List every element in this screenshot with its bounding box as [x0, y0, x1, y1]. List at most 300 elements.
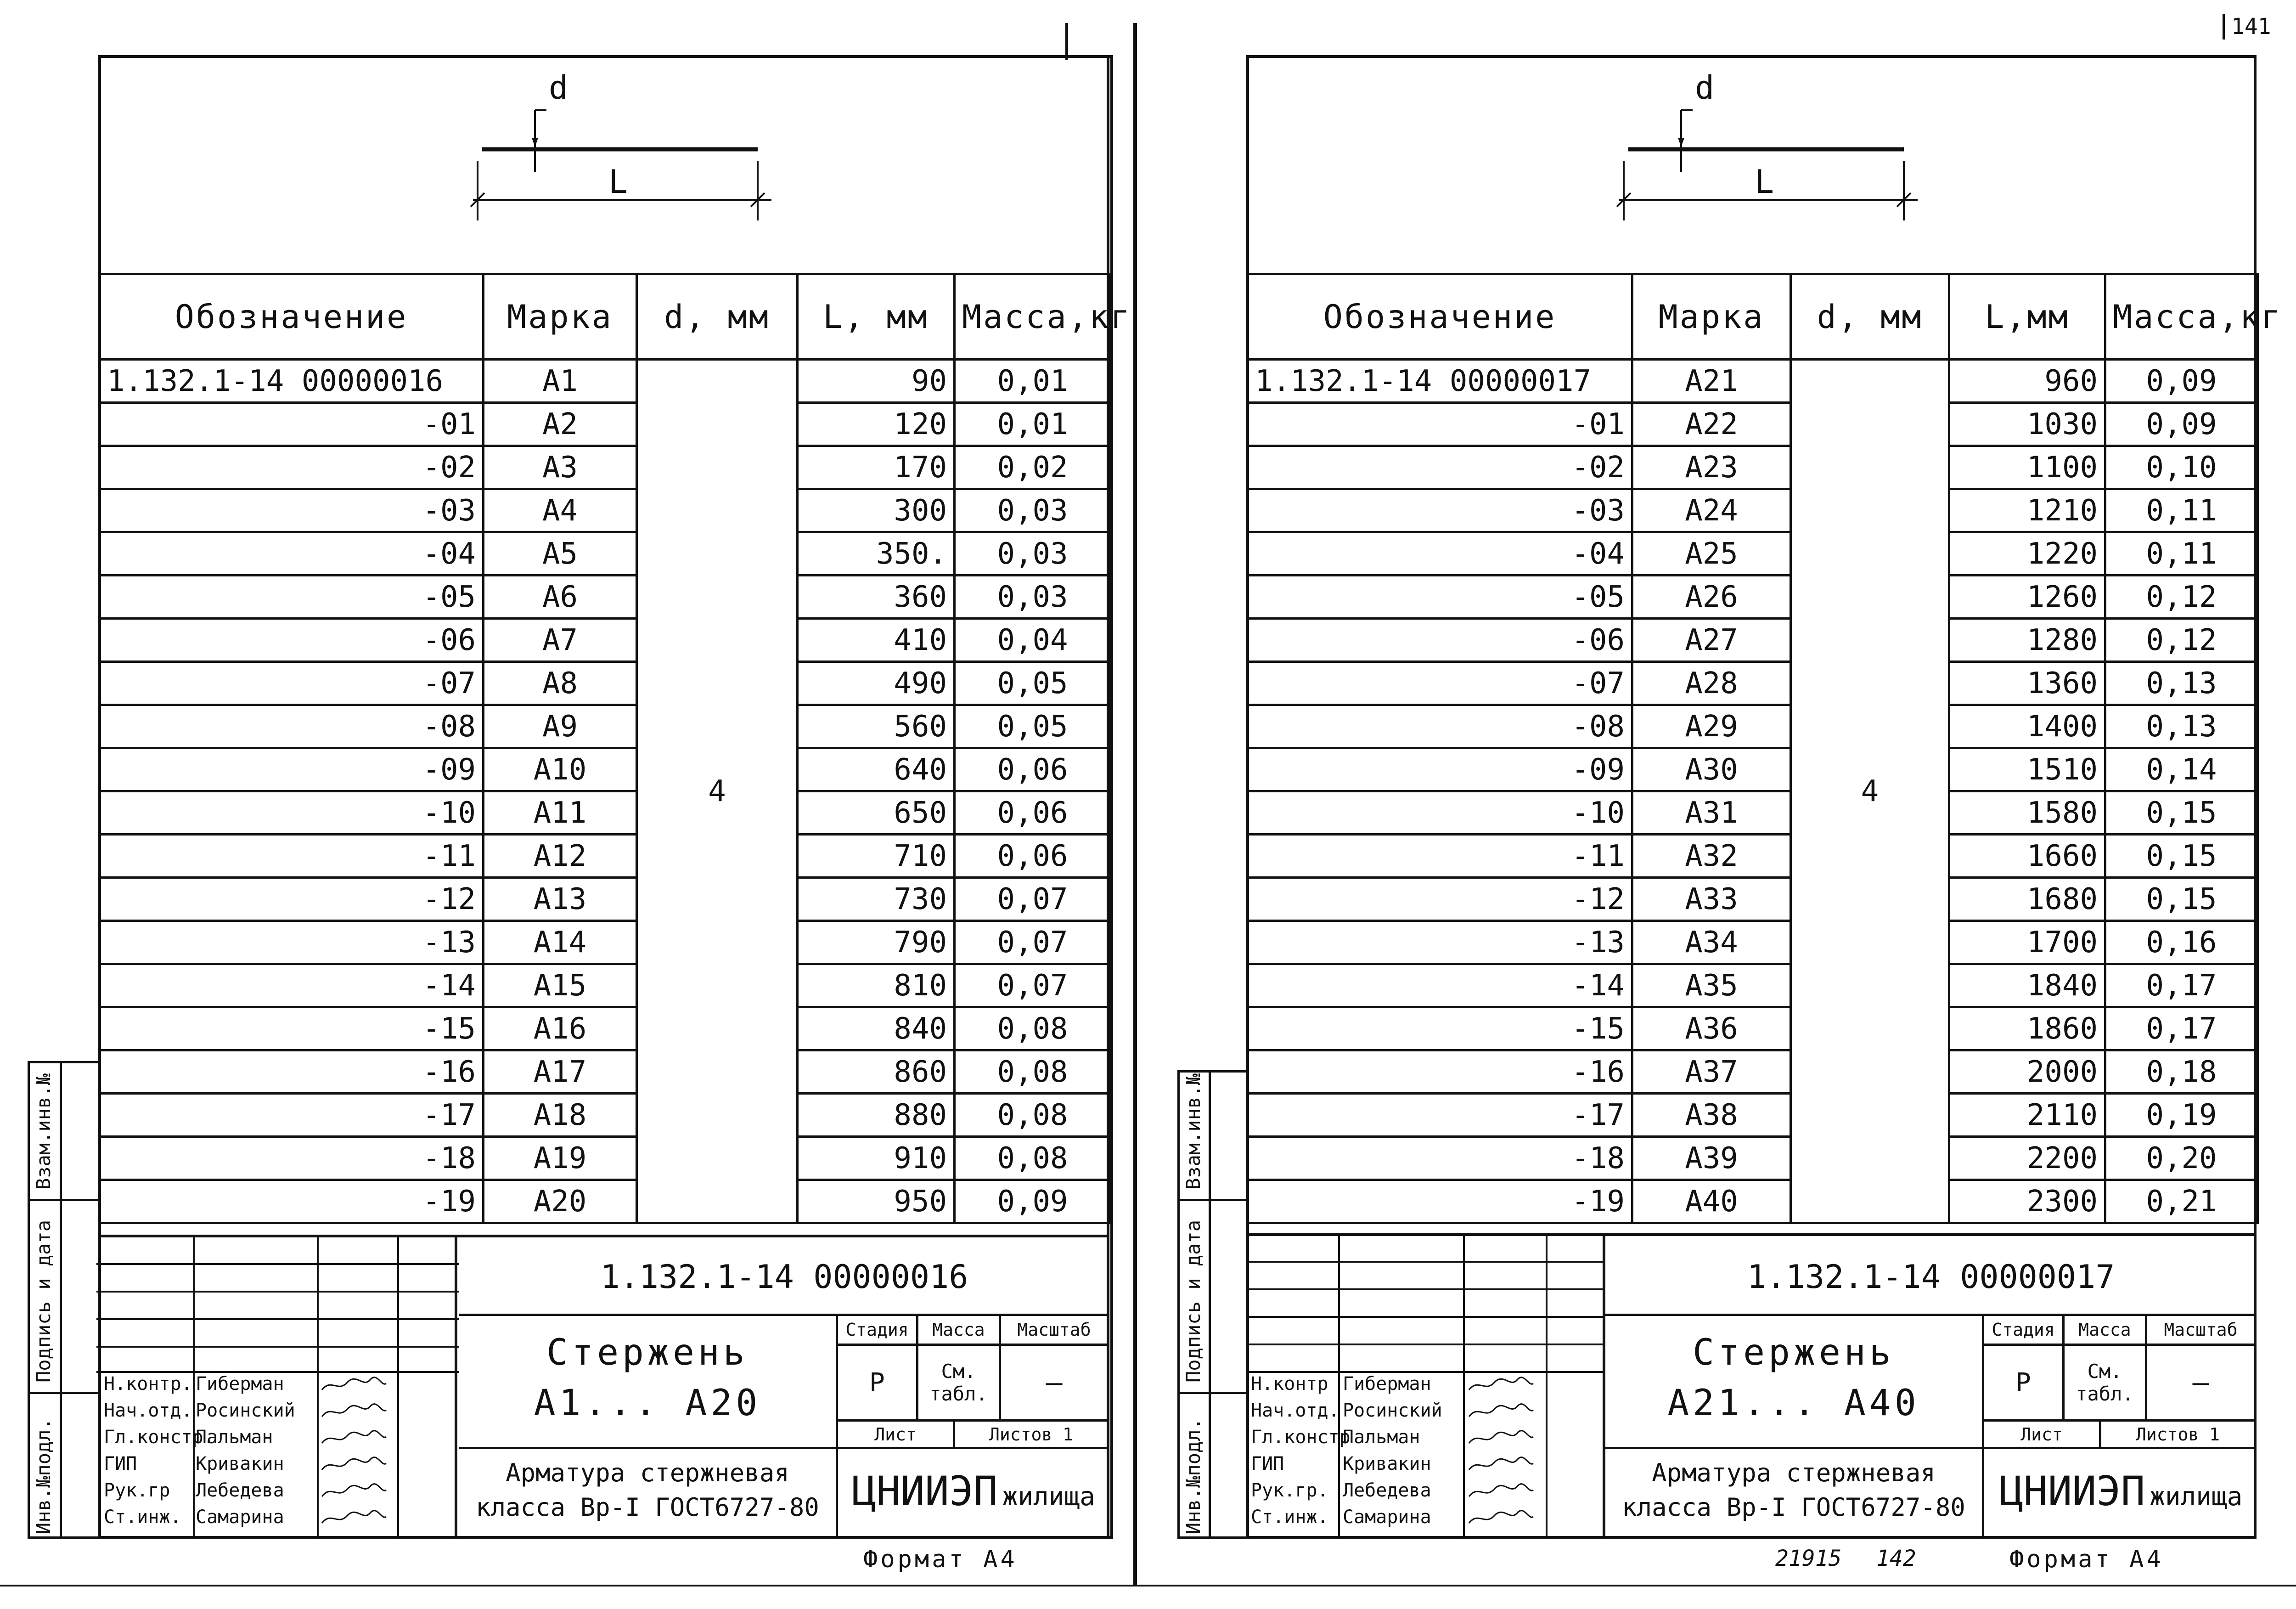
page-number: 141: [2223, 14, 2271, 40]
signer-name: Самарина: [1343, 1507, 1431, 1528]
cell-mass: 0,08: [955, 1137, 1111, 1180]
table-row: [100, 403, 1111, 446]
cell-oboznachenie: -06: [100, 619, 484, 662]
cell-length: 1280: [1949, 619, 2105, 662]
cell-length: 1660: [1949, 835, 2105, 878]
table-row: [100, 1050, 1111, 1094]
cell-marka: А6: [484, 576, 637, 619]
cell-marka: А16: [484, 1007, 637, 1050]
cell-mass: 0,01: [955, 403, 1111, 446]
cell-oboznachenie: -16: [100, 1050, 484, 1094]
cell-marka: А14: [484, 921, 637, 964]
cell-length: 1700: [1949, 921, 2105, 964]
cell-marka: А8: [484, 662, 637, 705]
signature-scribble: [320, 1481, 388, 1502]
desc-line2: класса Вр-I ГОСТ6727-80: [476, 1493, 819, 1522]
signer-name: Лебедева: [196, 1480, 284, 1501]
masshtab-value: —: [999, 1344, 1109, 1422]
cell-oboznachenie: -05: [100, 576, 484, 619]
sidebar-inv-podl: Инв.№подл.: [1182, 1418, 1204, 1534]
signer-name: Пальман: [1343, 1427, 1420, 1448]
cell-mass: 0,16: [2105, 921, 2258, 964]
signer-name: Росинский: [196, 1400, 295, 1421]
cell-oboznachenie: -18: [1248, 1137, 1632, 1180]
table-row: [100, 835, 1111, 878]
table-row: [1248, 360, 2258, 403]
table-row: [1248, 1137, 2258, 1180]
cell-oboznachenie: -01: [100, 403, 484, 446]
cell-oboznachenie: -11: [1248, 835, 1632, 878]
cell-length: 560: [798, 705, 955, 748]
cell-mass: 0,11: [2105, 489, 2258, 532]
cell-oboznachenie: -12: [100, 878, 484, 921]
cell-mass: 0,15: [2105, 791, 2258, 835]
signer-role: Н.контр: [1251, 1373, 1328, 1394]
cell-mass: 0,18: [2105, 1050, 2258, 1094]
table-row: [100, 446, 1111, 489]
header-oboznachenie: Обозначение: [100, 274, 484, 360]
table-row: [100, 489, 1111, 532]
signer-name: Кривакин: [1343, 1453, 1431, 1474]
spec-table: [98, 273, 1132, 1224]
table-row: [1248, 791, 2258, 835]
header-d: d, мм: [1791, 274, 1949, 360]
signer-row: [104, 1373, 388, 1395]
cell-oboznachenie: -09: [100, 748, 484, 791]
table-row: [1248, 619, 2258, 662]
cell-oboznachenie: -18: [100, 1137, 484, 1180]
format-label: Формат А4: [863, 1546, 1018, 1573]
table-row: [100, 576, 1111, 619]
cell-oboznachenie: -17: [1248, 1094, 1632, 1137]
cell-length: 650: [798, 791, 955, 835]
table-row: [1248, 576, 2258, 619]
cell-marka: А3: [484, 446, 637, 489]
cell-marka: А11: [484, 791, 637, 835]
cell-length: 1360: [1949, 662, 2105, 705]
table-row: [100, 662, 1111, 705]
cell-marka: А2: [484, 403, 637, 446]
cell-oboznachenie: -10: [1248, 791, 1632, 835]
title-line2: А21... А40: [1667, 1383, 1920, 1424]
cell-marka: А21: [1632, 360, 1791, 403]
cell-marka: А26: [1632, 576, 1791, 619]
cell-mass: 0,06: [955, 748, 1111, 791]
massa-label: Масса: [2062, 1314, 2147, 1346]
cell-mass: 0,06: [955, 791, 1111, 835]
table-row: [1248, 1007, 2258, 1050]
cell-oboznachenie: -19: [1248, 1180, 1632, 1223]
cell-marka: А18: [484, 1094, 637, 1137]
cell-mass: 0,13: [2105, 662, 2258, 705]
cell-mass: 0,19: [2105, 1094, 2258, 1137]
massa-value-line2: табл.: [929, 1383, 988, 1405]
signer-row: [1251, 1480, 1536, 1502]
cell-length: 840: [798, 1007, 955, 1050]
cell-mass: 0,07: [955, 964, 1111, 1007]
desc-line1: Арматура стержневая: [506, 1458, 789, 1487]
signature-scribble: [1467, 1401, 1536, 1422]
cell-marka: А36: [1632, 1007, 1791, 1050]
signer-role: Рук.гр: [104, 1480, 170, 1501]
cell-oboznachenie: -11: [100, 835, 484, 878]
cell-length: 1030: [1949, 403, 2105, 446]
cell-length: 120: [798, 403, 955, 446]
table-row: [1248, 705, 2258, 748]
cell-marka: А24: [1632, 489, 1791, 532]
cell-marka: А38: [1632, 1094, 1791, 1137]
cell-mass: 0,12: [2105, 619, 2258, 662]
cell-mass: 0,01: [955, 360, 1111, 403]
cell-length: 640: [798, 748, 955, 791]
cell-length: 2110: [1949, 1094, 2105, 1137]
cell-length: 1860: [1949, 1007, 2105, 1050]
cell-marka: А25: [1632, 532, 1791, 576]
cell-length: 1210: [1949, 489, 2105, 532]
cell-marka: А32: [1632, 835, 1791, 878]
cell-mass: 0,13: [2105, 705, 2258, 748]
cell-mass: 0,08: [955, 1050, 1111, 1094]
cell-length: 90: [798, 360, 955, 403]
signer-name: Лебедева: [1343, 1480, 1431, 1501]
cell-oboznachenie: -09: [1248, 748, 1632, 791]
stadiya-value: Р: [836, 1344, 918, 1422]
cell-oboznachenie: 1.132.1-14 00000017: [1248, 360, 1632, 403]
table-row: [100, 964, 1111, 1007]
table-row: [100, 921, 1111, 964]
cell-marka: А7: [484, 619, 637, 662]
cell-oboznachenie: -01: [1248, 403, 1632, 446]
cell-length: 860: [798, 1050, 955, 1094]
cell-oboznachenie: -13: [1248, 921, 1632, 964]
org-sub: жилища: [2150, 1482, 2243, 1512]
footer-number-right: 142: [1876, 1546, 1916, 1571]
header-oboznachenie: Обозначение: [1248, 274, 1632, 360]
table-row: [1248, 662, 2258, 705]
header-length: L, мм: [798, 274, 955, 360]
list-label: Лист: [836, 1419, 955, 1449]
cell-marka: А34: [1632, 921, 1791, 964]
diagram-d-label: d: [1695, 69, 1715, 107]
cell-oboznachenie: -19: [100, 1180, 484, 1223]
cell-marka: А39: [1632, 1137, 1791, 1180]
cell-length: 1100: [1949, 446, 2105, 489]
sidebar-podpis-data: Подпись и дата: [1182, 1219, 1204, 1383]
cell-mass: 0,12: [2105, 576, 2258, 619]
table-header-row: [100, 274, 1111, 360]
cell-length: 300: [798, 489, 955, 532]
cell-oboznachenie: -07: [100, 662, 484, 705]
cell-mass: 0,05: [955, 705, 1111, 748]
title-line1: Стержень: [546, 1332, 748, 1373]
cell-length: 360: [798, 576, 955, 619]
signer-name: Пальман: [196, 1427, 273, 1448]
cell-oboznachenie: -03: [1248, 489, 1632, 532]
signer-row: [1251, 1507, 1536, 1529]
signer-name: Самарина: [196, 1507, 284, 1528]
signer-row: [104, 1400, 388, 1422]
doc-code: 1.132.1-14 00000016: [459, 1240, 1109, 1316]
cell-oboznachenie: -08: [100, 705, 484, 748]
cell-mass: 0,08: [955, 1007, 1111, 1050]
masshtab-label: Масштаб: [2145, 1314, 2257, 1346]
cell-marka: А15: [484, 964, 637, 1007]
cell-marka: А28: [1632, 662, 1791, 705]
cell-mass: 0,15: [2105, 878, 2258, 921]
spec-table: [1246, 273, 2283, 1224]
cell-length: 790: [798, 921, 955, 964]
cell-oboznachenie: -04: [100, 532, 484, 576]
cell-oboznachenie: -16: [1248, 1050, 1632, 1094]
cell-oboznachenie: -05: [1248, 576, 1632, 619]
masshtab-value: —: [2145, 1344, 2257, 1422]
cell-mass: 0,14: [2105, 748, 2258, 791]
cell-oboznachenie: -14: [1248, 964, 1632, 1007]
header-length: L,мм: [1949, 274, 2105, 360]
signer-name: Гиберман: [196, 1373, 284, 1394]
sidebar-vzam-inv: Взам.инв.№: [1182, 1073, 1204, 1190]
cell-oboznachenie: 1.132.1-14 00000016: [100, 360, 484, 403]
cell-marka: А17: [484, 1050, 637, 1094]
footer-number-left: 21915: [1775, 1546, 1842, 1571]
cell-length: 350.: [798, 532, 955, 576]
signer-role: Рук.гр.: [1251, 1480, 1328, 1501]
cell-length: 910: [798, 1137, 955, 1180]
header-mass: Масса,кг: [2105, 274, 2258, 360]
cell-length: 960: [1949, 360, 2105, 403]
cell-marka: А9: [484, 705, 637, 748]
org-name: [840, 1468, 1107, 1515]
cell-marka: А35: [1632, 964, 1791, 1007]
sidebar-vzam-inv: Взам.инв.№: [32, 1073, 55, 1190]
signature-scribble: [320, 1454, 388, 1475]
cell-oboznachenie: -15: [100, 1007, 484, 1050]
cell-length: 170: [798, 446, 955, 489]
cell-mass: 0,07: [955, 878, 1111, 921]
cell-mass: 0,09: [955, 1180, 1111, 1223]
signer-row: [104, 1480, 388, 1502]
signature-scribble: [320, 1428, 388, 1449]
cell-length: 730: [798, 878, 955, 921]
cell-marka: А27: [1632, 619, 1791, 662]
table-row: [100, 360, 1111, 403]
table-row: [1248, 446, 2258, 489]
table-row: [100, 1007, 1111, 1050]
table-row: [1248, 489, 2258, 532]
table-row: [100, 619, 1111, 662]
table-row: [1248, 921, 2258, 964]
cell-length: 2200: [1949, 1137, 2105, 1180]
cell-oboznachenie: -07: [1248, 662, 1632, 705]
cell-mass: 0,11: [2105, 532, 2258, 576]
signer-row: [104, 1427, 388, 1449]
sheet-right: [1151, 0, 2296, 1609]
signer-role: Гл.констр: [1251, 1427, 1351, 1448]
signer-role: Ст.инж.: [104, 1507, 181, 1528]
diagram-l-label: L: [1755, 163, 1774, 201]
cell-marka: А5: [484, 532, 637, 576]
cell-oboznachenie: -04: [1248, 532, 1632, 576]
cell-marka: А10: [484, 748, 637, 791]
table-row: [1248, 1094, 2258, 1137]
cell-oboznachenie: -02: [1248, 446, 1632, 489]
cell-marka: А4: [484, 489, 637, 532]
signer-name: Росинский: [1343, 1400, 1442, 1421]
cell-oboznachenie: -08: [1248, 705, 1632, 748]
cell-length: 1220: [1949, 532, 2105, 576]
signer-row: [1251, 1427, 1536, 1449]
cell-length: 810: [798, 964, 955, 1007]
cell-length: 410: [798, 619, 955, 662]
cell-mass: 0,21: [2105, 1180, 2258, 1223]
cell-marka: А13: [484, 878, 637, 921]
signer-role: ГИП: [104, 1453, 137, 1474]
cell-marka: А37: [1632, 1050, 1791, 1094]
signer-role: Нач.отд.: [1251, 1400, 1339, 1421]
cell-length: 2000: [1949, 1050, 2105, 1094]
massa-value-line1: См.: [941, 1360, 976, 1383]
stadiya-label: Стадия: [1982, 1314, 2065, 1346]
signer-row: [1251, 1453, 1536, 1475]
table-row: [1248, 748, 2258, 791]
table-row: [100, 705, 1111, 748]
desc-line1: Арматура стержневая: [1652, 1458, 1936, 1487]
table-row: [100, 748, 1111, 791]
signature-scribble: [1467, 1454, 1536, 1475]
cell-length: 1400: [1949, 705, 2105, 748]
cell-length: 1840: [1949, 964, 2105, 1007]
signer-row: [104, 1453, 388, 1475]
signature-scribble: [1467, 1374, 1536, 1395]
header-mass: Масса,кг: [955, 274, 1111, 360]
cell-length: 880: [798, 1094, 955, 1137]
sidebar-inv-podl: Инв.№подл.: [32, 1418, 55, 1534]
list-label: Лист: [1982, 1419, 2101, 1449]
cell-mass: 0,17: [2105, 964, 2258, 1007]
diagram-d-label: d: [549, 69, 568, 107]
signer-name: Кривакин: [196, 1453, 284, 1474]
cell-mass: 0,03: [955, 489, 1111, 532]
cell-marka: А29: [1632, 705, 1791, 748]
cell-mass: 0,10: [2105, 446, 2258, 489]
cell-length: 710: [798, 835, 955, 878]
cell-oboznachenie: -10: [100, 791, 484, 835]
desc-line2: класса Вр-I ГОСТ6727-80: [1622, 1493, 1965, 1522]
cell-marka: А22: [1632, 403, 1791, 446]
header-marka: Марка: [484, 274, 637, 360]
cell-length: 1680: [1949, 878, 2105, 921]
cell-mass: 0,04: [955, 619, 1111, 662]
rod-diagram: [450, 69, 790, 234]
org-main: ЦНИИЭП: [852, 1468, 998, 1515]
cell-oboznachenie: -12: [1248, 878, 1632, 921]
cell-marka: А20: [484, 1180, 637, 1223]
massa-value-line2: табл.: [2076, 1383, 2134, 1405]
signature-scribble: [1467, 1428, 1536, 1449]
cell-marka: А19: [484, 1137, 637, 1180]
listov-label: Листов 1: [2099, 1419, 2257, 1449]
cell-marka: А12: [484, 835, 637, 878]
table-row: [1248, 964, 2258, 1007]
table-row: [1248, 532, 2258, 576]
table-row: [100, 791, 1111, 835]
header-marka: Марка: [1632, 274, 1791, 360]
cell-length: 1510: [1949, 748, 2105, 791]
table-row: [100, 1094, 1111, 1137]
title-line2: А1... А20: [534, 1383, 761, 1424]
org-main: ЦНИИЭП: [1999, 1468, 2145, 1515]
stadiya-label: Стадия: [836, 1314, 918, 1346]
cell-mass: 0,06: [955, 835, 1111, 878]
org-sub: жилища: [1002, 1482, 1095, 1512]
signer-role: Нач.отд.: [104, 1400, 192, 1421]
cell-d-merged: 4: [637, 360, 798, 1223]
massa-value: [2062, 1344, 2147, 1422]
signature-scribble: [1467, 1507, 1536, 1529]
cell-marka: А23: [1632, 446, 1791, 489]
cell-marka: А33: [1632, 878, 1791, 921]
title-line1: Стержень: [1693, 1332, 1895, 1373]
stadiya-value: Р: [1982, 1344, 2065, 1422]
cell-mass: 0,08: [955, 1094, 1111, 1137]
table-row: [100, 878, 1111, 921]
cell-mass: 0,20: [2105, 1137, 2258, 1180]
doc-code: 1.132.1-14 00000017: [1605, 1240, 2257, 1316]
table-row: [1248, 1180, 2258, 1223]
cell-d-merged: 4: [1791, 360, 1949, 1223]
cell-mass: 0,15: [2105, 835, 2258, 878]
cell-mass: 0,03: [955, 576, 1111, 619]
org-name: [1986, 1468, 2255, 1515]
cell-mass: 0,05: [955, 662, 1111, 705]
listov-label: Листов 1: [953, 1419, 1109, 1449]
cell-length: 1260: [1949, 576, 2105, 619]
table-row: [1248, 878, 2258, 921]
cell-mass: 0,07: [955, 921, 1111, 964]
signature-scribble: [320, 1401, 388, 1422]
cell-marka: А30: [1632, 748, 1791, 791]
cell-oboznachenie: -02: [100, 446, 484, 489]
signer-role: Н.контр.: [104, 1373, 192, 1394]
cell-oboznachenie: -06: [1248, 619, 1632, 662]
cell-mass: 0,17: [2105, 1007, 2258, 1050]
rod-diagram: [1596, 69, 1936, 234]
table-header-row: [1248, 274, 2258, 360]
table-row: [1248, 835, 2258, 878]
cell-length: 490: [798, 662, 955, 705]
cell-length: 2300: [1949, 1180, 2105, 1223]
signer-name: Гиберман: [1343, 1373, 1431, 1394]
signer-role: Ст.инж.: [1251, 1507, 1328, 1528]
signature-scribble: [320, 1507, 388, 1529]
table-row: [100, 532, 1111, 576]
cell-oboznachenie: -13: [100, 921, 484, 964]
masshtab-label: Масштаб: [999, 1314, 1109, 1346]
table-row: [100, 1137, 1111, 1180]
cell-mass: 0,09: [2105, 403, 2258, 446]
massa-label: Масса: [916, 1314, 1001, 1346]
cell-oboznachenie: -14: [100, 964, 484, 1007]
signature-scribble: [320, 1374, 388, 1395]
signer-row: [104, 1507, 388, 1529]
cell-oboznachenie: -15: [1248, 1007, 1632, 1050]
cell-oboznachenie: -17: [100, 1094, 484, 1137]
cell-mass: 0,03: [955, 532, 1111, 576]
cell-oboznachenie: -03: [100, 489, 484, 532]
signer-role: ГИП: [1251, 1453, 1284, 1474]
header-d: d, мм: [637, 274, 798, 360]
cell-mass: 0,02: [955, 446, 1111, 489]
